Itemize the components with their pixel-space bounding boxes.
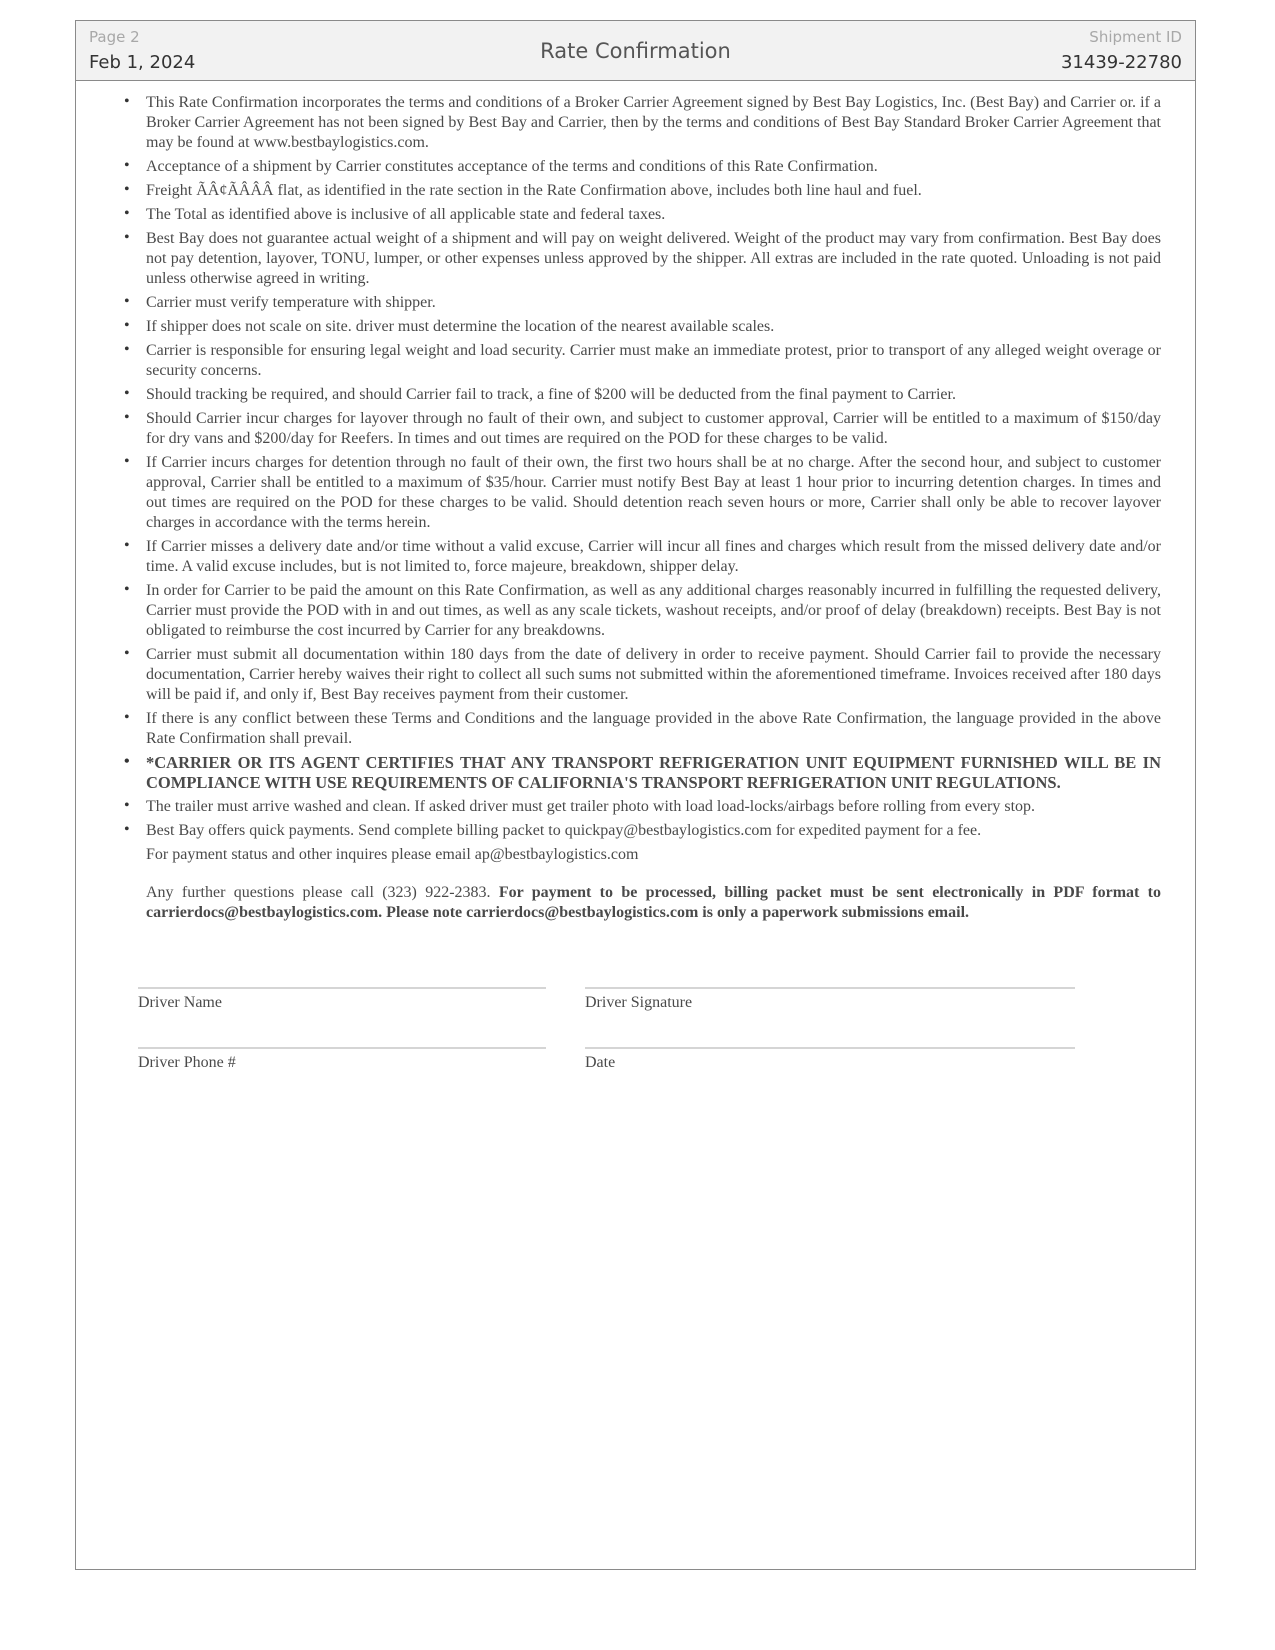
term-text: Carrier is responsible for ensuring legal weight and load security. Carrier must make an immediate protest, prior to transport of any alleged weight overage or security concerns. (146, 342, 1161, 379)
term-text: Best Bay does not guarantee actual weight of a shipment and will pay on weight delivered. Weight of the product may vary from confirmation. Best Bay does not pay detention, layover, TONU, lumper, or other expenses unless approved by the shipper. All extras are included in the rate quoted. Unloading is not paid unless otherwise agreed in writing. (146, 230, 1161, 287)
page-number: Page 2 (89, 28, 140, 46)
terms-list (124, 93, 1161, 845)
term-item (124, 385, 1161, 405)
questions-note (146, 883, 1161, 923)
term-text: *CARRIER OR ITS AGENT CERTIFIES THAT ANY TRANSPORT REFRIGERATION UNIT EQUIPMENT FURNISHED WILL BE IN COMPLIANCE WITH USE REQUIREMENTS OF CALIFORNIA'S TRANSPORT REFRIGERATION UNIT REGULATIONS. (146, 753, 1161, 792)
term-text: If shipper does not scale on site. driver must determine the location of the nearest available scales. (146, 318, 775, 335)
questions-bold-text: For payment to be processed, billing packet must be sent electronically in PDF format to carrierdocs@bestbaylogistics.com. Please note carrierdocs@bestbaylogistics.com is only a paperwork submissions email. (146, 884, 1161, 921)
driver-name-line (138, 987, 546, 989)
bullet-icon: • (124, 181, 130, 198)
bullet-icon: • (124, 753, 130, 770)
payment-status-note (146, 845, 1161, 865)
bullet-icon: • (124, 229, 130, 246)
payment-status-text: For payment status and other inquires please email ap@bestbaylogistics.com (146, 846, 639, 863)
term-text: Freight ÃÂ¢ÃÂÂÂ flat, as identified in the rate section in the Rate Confirmation above, includes both line haul and fuel. (146, 182, 922, 199)
term-text: If Carrier misses a delivery date and/or time without a valid excuse, Carrier will incur all fines and charges which result from the missed delivery date and/or time. A valid excuse includes, but is not limited to, force majeure, breakdown, shipper delay. (146, 538, 1161, 575)
term-item (124, 317, 1161, 337)
bullet-icon: • (124, 317, 130, 334)
document-date: Feb 1, 2024 (89, 52, 196, 73)
term-item (124, 341, 1161, 381)
term-text: If there is any conflict between these Terms and Conditions and the language provided in the above Rate Confirmation, the language provided in the above Rate Confirmation shall prevail. (146, 710, 1161, 747)
term-text: The Total as identified above is inclusive of all applicable state and federal taxes. (146, 206, 666, 223)
shipment-id: 31439-22780 (1060, 52, 1182, 73)
term-item-certification (124, 753, 1161, 793)
term-item (124, 797, 1161, 817)
term-item (124, 453, 1161, 533)
driver-phone-label: Driver Phone # (138, 1054, 236, 1071)
term-text: In order for Carrier to be paid the amount on this Rate Confirmation, as well as any additional charges reasonably incurred in fulfilling the requested delivery, Carrier must provide the POD with in and out times, as well as any scale tickets, washout receipts, and/or proof of delay (breakdown) receipts. Best Bay is not obligated to reimburse the cost incurred by Carrier for any breakdowns. (146, 582, 1161, 639)
term-text: Carrier must verify temperature with shipper. (146, 294, 436, 311)
date-line (585, 1047, 1075, 1049)
term-text: This Rate Confirmation incorporates the terms and conditions of a Broker Carrier Agreement signed by Best Bay Logistics, Inc. (Best Bay) and Carrier or. if a Broker Carrier Agreement has not been signed by Best Bay and Carrier, then by the terms and conditions of Best Bay Standard Broker Carrier Agreement that may be found at www.bestbaylogistics.com. (146, 94, 1161, 151)
term-item (124, 645, 1161, 705)
bullet-icon: • (124, 293, 130, 310)
bullet-icon: • (124, 385, 130, 402)
term-item (124, 205, 1161, 225)
questions-text: Any further questions please call (323) 922-2383. (146, 884, 491, 901)
bullet-icon: • (124, 581, 130, 598)
term-item (124, 581, 1161, 641)
term-item (124, 709, 1161, 749)
term-text: Should Carrier incur charges for layover through no fault of their own, and subject to customer approval, Carrier will be entitled to a maximum of $150/day for dry vans and $200/day for Reefers. In times and out times are required on the POD for these charges to be valid. (146, 410, 1161, 447)
term-text: Should tracking be required, and should Carrier fail to track, a fine of $200 will be deducted from the final payment to Carrier. (146, 386, 956, 403)
term-item (124, 293, 1161, 313)
term-text: Best Bay offers quick payments. Send complete billing packet to quickpay@bestbaylogistics.com for expedited payment for a fee. (146, 822, 982, 839)
term-item (124, 229, 1161, 289)
bullet-icon: • (124, 453, 130, 470)
bullet-icon: • (124, 409, 130, 426)
driver-signature-label: Driver Signature (585, 994, 693, 1011)
bullet-icon: • (124, 709, 130, 726)
shipment-id-label: Shipment ID (1089, 28, 1182, 46)
term-text: The trailer must arrive washed and clean. If asked driver must get trailer photo with load load-locks/airbags before rolling from every stop. (146, 798, 1036, 815)
page-frame (75, 20, 1196, 1570)
bullet-icon: • (124, 821, 130, 838)
term-text: Carrier must submit all documentation within 180 days from the date of delivery in order to receive payment. Should Carrier fail to provide the necessary documentation, Carrier hereby waives their right to collect all such sums not submitted within the aforementioned timeframe. Invoices received after 180 days will be paid if, and only if, Best Bay receives payment from their customer. (146, 646, 1161, 703)
term-item (124, 409, 1161, 449)
term-item (124, 821, 1161, 841)
bullet-icon: • (124, 645, 130, 662)
driver-phone-line (138, 1047, 546, 1049)
term-text: If Carrier incurs charges for detention through no fault of their own, the first two hours shall be at no charge. After the second hour, and subject to customer approval, Carrier shall be entitled to a maximum of $35/hour. Carrier must notify Best Bay at least 1 hour prior to incurring detention charges. In times and out times are required on the POD for these charges to be valid. Should detention reach seven hours or more, Carrier shall only be able to recover layover charges in accordance with the terms herein. (146, 454, 1161, 531)
term-item (124, 537, 1161, 577)
bullet-icon: • (124, 797, 130, 814)
term-item (124, 181, 1161, 201)
term-item (124, 93, 1161, 153)
date-label: Date (585, 1054, 616, 1071)
term-item (124, 157, 1161, 177)
bullet-icon: • (124, 205, 130, 222)
driver-signature-line (585, 987, 1075, 989)
bullet-icon: • (124, 537, 130, 554)
driver-name-label: Driver Name (138, 994, 222, 1011)
term-text: Acceptance of a shipment by Carrier constitutes acceptance of the terms and conditions of this Rate Confirmation. (146, 158, 878, 175)
page-header (76, 21, 1195, 81)
bullet-icon: • (124, 157, 130, 174)
bullet-icon: • (124, 93, 130, 110)
page-title: Rate Confirmation (540, 39, 731, 63)
bullet-icon: • (124, 341, 130, 358)
